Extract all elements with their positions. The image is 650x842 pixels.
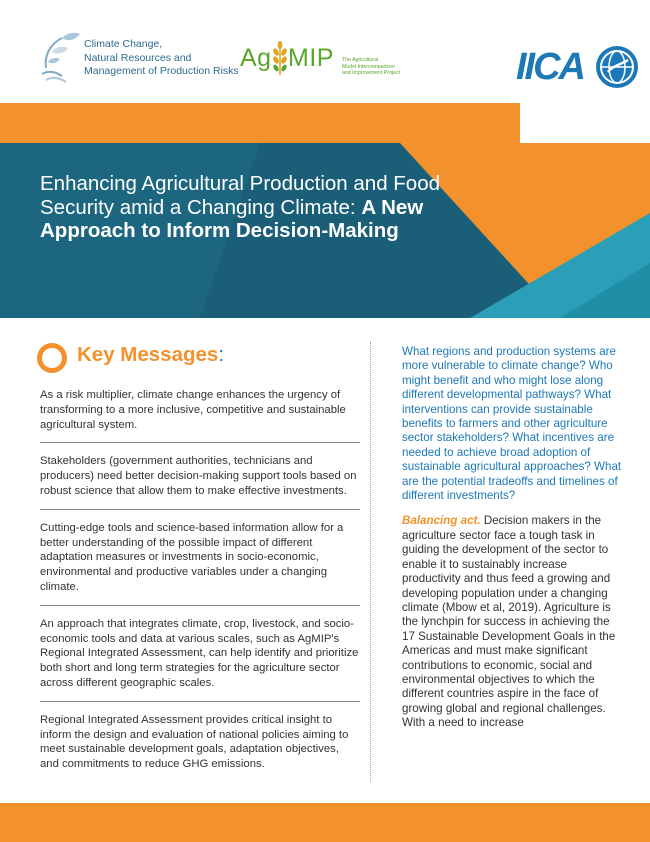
title-bold: A New Approach to Inform Decision-Making [40,195,424,242]
footer-bar [0,803,650,842]
agmip-logo-ag: Ag [240,44,272,72]
leaf-globe-icon [38,28,84,84]
column-divider [370,342,371,782]
ccnr-logo [38,28,238,84]
wheat-icon [271,40,289,76]
circle-icon [37,343,67,373]
key-messages-title: Key Messages: [77,343,225,366]
iica-emblem-icon [594,44,640,90]
key-message: Cutting-edge tools and science-based information allow for a better understanding of the possible impact of different adaptation measures or investments in socio-economic, environmental and productive variables under a changing climate. [40,521,360,606]
key-message: Regional Integrated Assessment provides critical insight to inform the design and evaluation of national policies aiming to meet sustainable development goals, adaptation objectives, and commitments to reduce GHG emissions. [40,713,349,771]
agmip-tagline: The Agricultural Model Intercomparison and Improvement Project [342,57,400,76]
title-regular: Enhancing Agricultural Production and Food Security amid a Changing Climate: [40,172,441,219]
paragraph-body: Decision makers in the agriculture sector face a tough task in guiding the development of the sector to enable it to sustainably increase productivity and thus feed a growing and developing population under a changing climate (Mbow et al, 2019). Agriculture is the lynchpin for success in achieving the 17 Sustainable Development Goals in the Americas and must make significant contributions to economic, social and environmental objectives to which the different countries aspire in the face of growing global and regional challenges. With a need to increase [402,514,616,730]
key-message: As a risk multiplier, climate change enhances the urgency of transforming to a more inclusive, competitive and sustainable agricultural system. [40,388,360,443]
ccnr-logo-text: Climate Change, Natural Resources and Management of Production Risks [84,38,239,77]
paragraph-lead: Balancing act. [402,514,481,528]
questions-paragraph: What regions and production systems are more vulnerable to climate change? Who might benefit and who might lose along different developmental pathways? What interventions can provide sustainable benefits to farmers and other agriculture sector stakeholders? What incentives are needed to achieve broad adoption of sustainable agricultural approaches? What are the potential tradeoffs and timelines of different investments? [402,345,622,503]
agmip-logo [240,44,430,84]
page-title [40,172,460,243]
agmip-logo-mip: MIP [288,44,334,72]
key-message: Stakeholders (government authorities, technicians and producers) need better decision-making support tools based on robust science that allow them to make effective investments. [40,454,360,509]
key-messages-list [40,388,360,793]
balancing-act-paragraph [402,514,624,730]
key-message: An approach that integrates climate, crop, livestock, and socio-economic tools and data at various scales, such as AgMIP's Regional Integrated Assessment, can help identify and prioritize both short and long term strategies for the agriculture sector across different geographic scales. [40,617,360,702]
iica-logo [516,44,646,94]
right-column [402,345,624,731]
iica-wordmark: IICA [516,46,584,88]
